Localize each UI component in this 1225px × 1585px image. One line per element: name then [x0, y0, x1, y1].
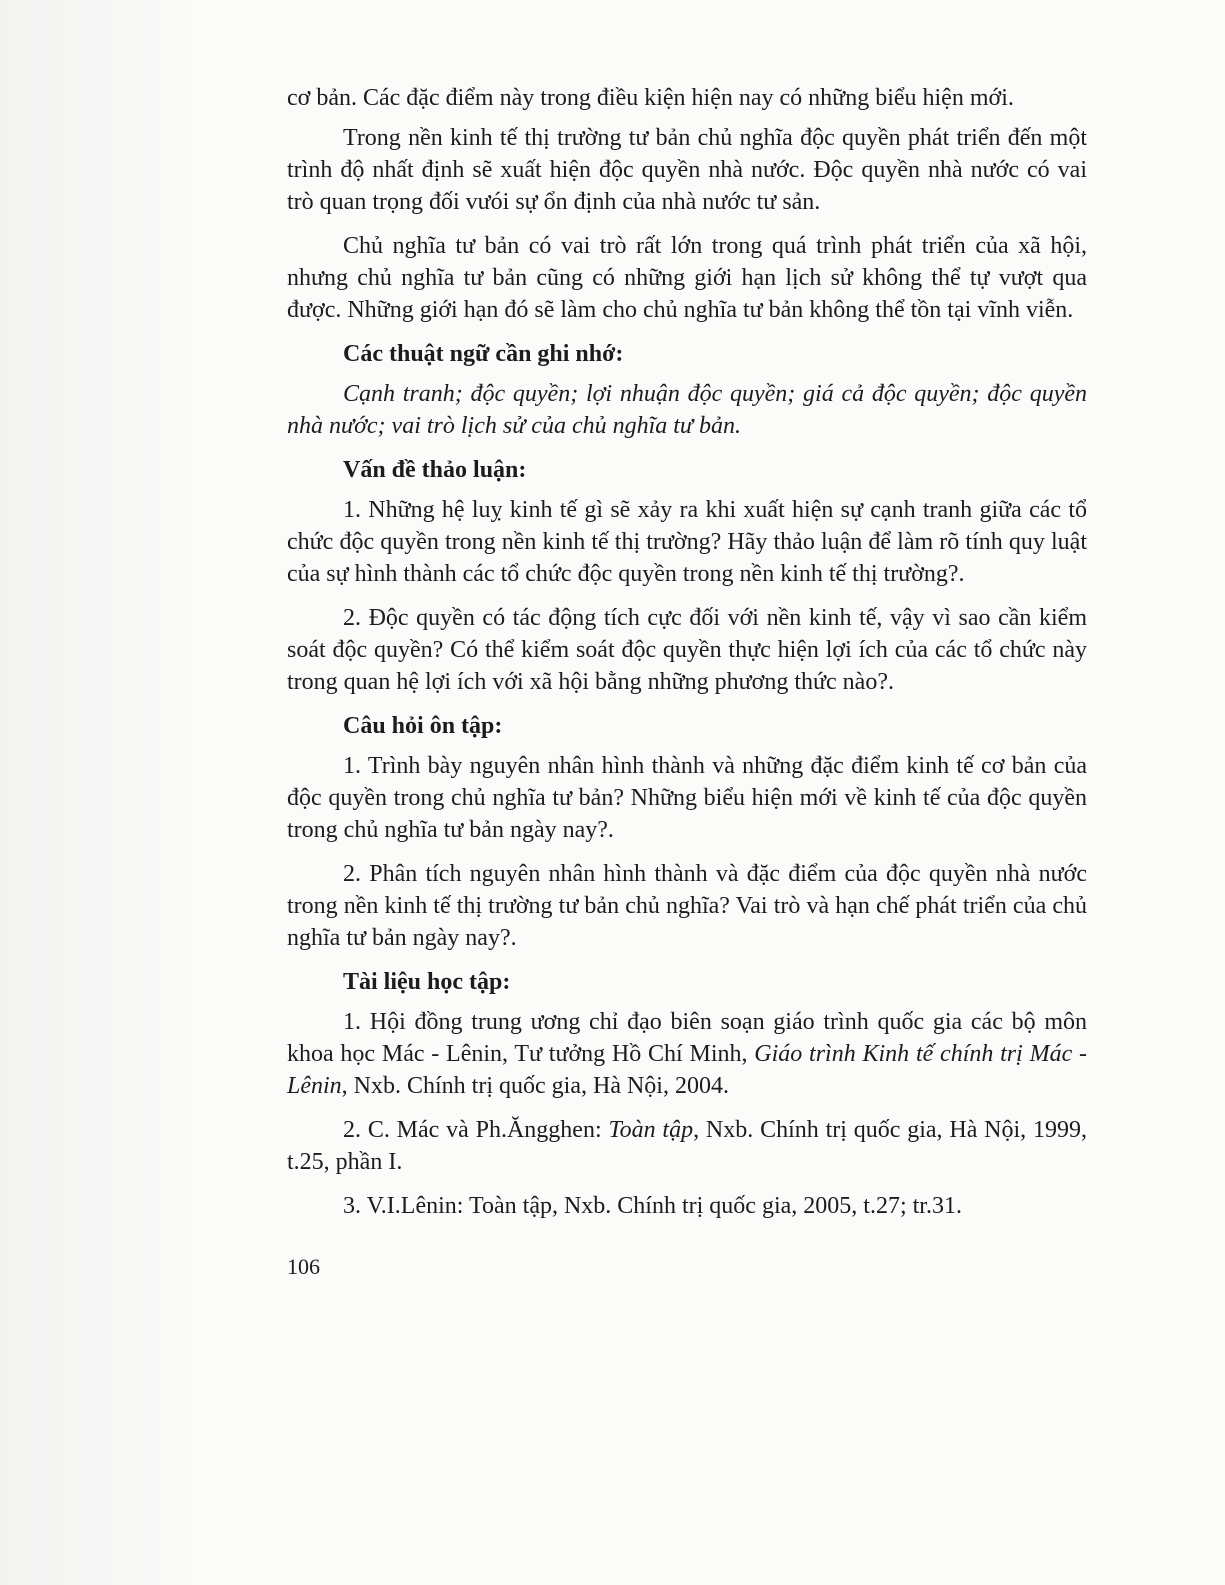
paragraph-intro: cơ bản. Các đặc điểm này trong điều kiện hiện nay có những biểu hiện mới. — [287, 85, 1014, 111]
reference-2 — [287, 1114, 1087, 1178]
reference-2-authors: 2. C. Mác và Ph.Ăngghen: — [343, 1117, 609, 1143]
paragraph-capitalism-role: Chủ nghĩa tư bản có vai trò rất lớn trong quá trình phát triển của xã hội, nhưng chủ nghĩa tư bản cũng có những giới hạn lịch sử không thể tự vượt qua được. Những giới hạn đó sẽ làm cho chủ nghĩa tư bản không thể tồn tại vĩnh viễn. — [287, 233, 1087, 323]
reference-2-publisher: , Nxb. Chính trị quốc gia, Hà Nội, 1999, t.25, phần I. — [287, 1117, 1088, 1175]
discussion-item-1: 1. Những hệ luỵ kinh tế gì sẽ xảy ra khi xuất hiện sự cạnh tranh giữa các tổ chức độc quyền trong nền kinh tế thị trường? Hãy thảo luận để làm rõ tính quy luật của sự hình thành các tổ chức độc quyền trong nền kinh tế thị trường?. — [287, 497, 1087, 587]
page-number: 106 — [287, 1254, 320, 1279]
review-item-2: 2. Phân tích nguyên nhân hình thành và đặc điểm của độc quyền nhà nước trong nền kinh tế thị trường tư bản chủ nghĩa? Vai trò và hạn chế phát triển của chủ nghĩa tư bản ngày nay?. — [287, 861, 1087, 951]
review-item-1: 1. Trình bày nguyên nhân hình thành và những đặc điểm kinh tế cơ bản của độc quyền trong chủ nghĩa tư bản? Những biểu hiện mới về kinh tế của độc quyền trong chủ nghĩa tư bản ngày nay?. — [287, 753, 1087, 843]
review-heading: Câu hỏi ôn tập: — [343, 713, 503, 739]
reference-1-authors: 1. Hội đồng trung ương chỉ đạo biên soạn giáo trình quốc gia các bộ môn khoa học Mác - Lênin, Tư tưởng Hồ Chí Minh, — [287, 1009, 1087, 1067]
reference-2-title: Toàn tập — [608, 1117, 694, 1143]
reference-1-title: Giáo trình Kinh tế chính trị Mác - Lênin — [287, 1041, 1087, 1099]
body-text — [287, 82, 1087, 1222]
reference-1 — [287, 1006, 1087, 1102]
materials-heading: Tài liệu học tập: — [343, 969, 511, 995]
discussion-item-2: 2. Độc quyền có tác động tích cực đối với nền kinh tế, vậy vì sao cần kiểm soát độc quyền? Có thể kiểm soát độc quyền thực hiện lợi ích của các tổ chức này trong quan hệ lợi ích với xã hội bằng những phương thức nào?. — [287, 605, 1087, 695]
terms-text: Cạnh tranh; độc quyền; lợi nhuận độc quyền; giá cả độc quyền; độc quyền nhà nước; vai trò lịch sử của chủ nghĩa tư bản. — [287, 381, 1087, 439]
reference-1-publisher: , Nxb. Chính trị quốc gia, Hà Nội, 2004. — [341, 1073, 729, 1099]
reference-3: 3. V.I.Lênin: Toàn tập, Nxb. Chính trị quốc gia, 2005, t.27; tr.31. — [343, 1193, 962, 1219]
discussion-heading: Vấn đề thảo luận: — [343, 457, 527, 483]
paragraph-state-monopoly: Trong nền kinh tế thị trường tư bản chủ nghĩa độc quyền phát triển đến một trình độ nhất định sẽ xuất hiện độc quyền nhà nước. Độc quyền nhà nước có vai trò quan trọng đối vưói sự ổn định của nhà nước tư sản. — [287, 125, 1087, 215]
terms-heading: Các thuật ngữ cần ghi nhớ: — [343, 341, 624, 367]
